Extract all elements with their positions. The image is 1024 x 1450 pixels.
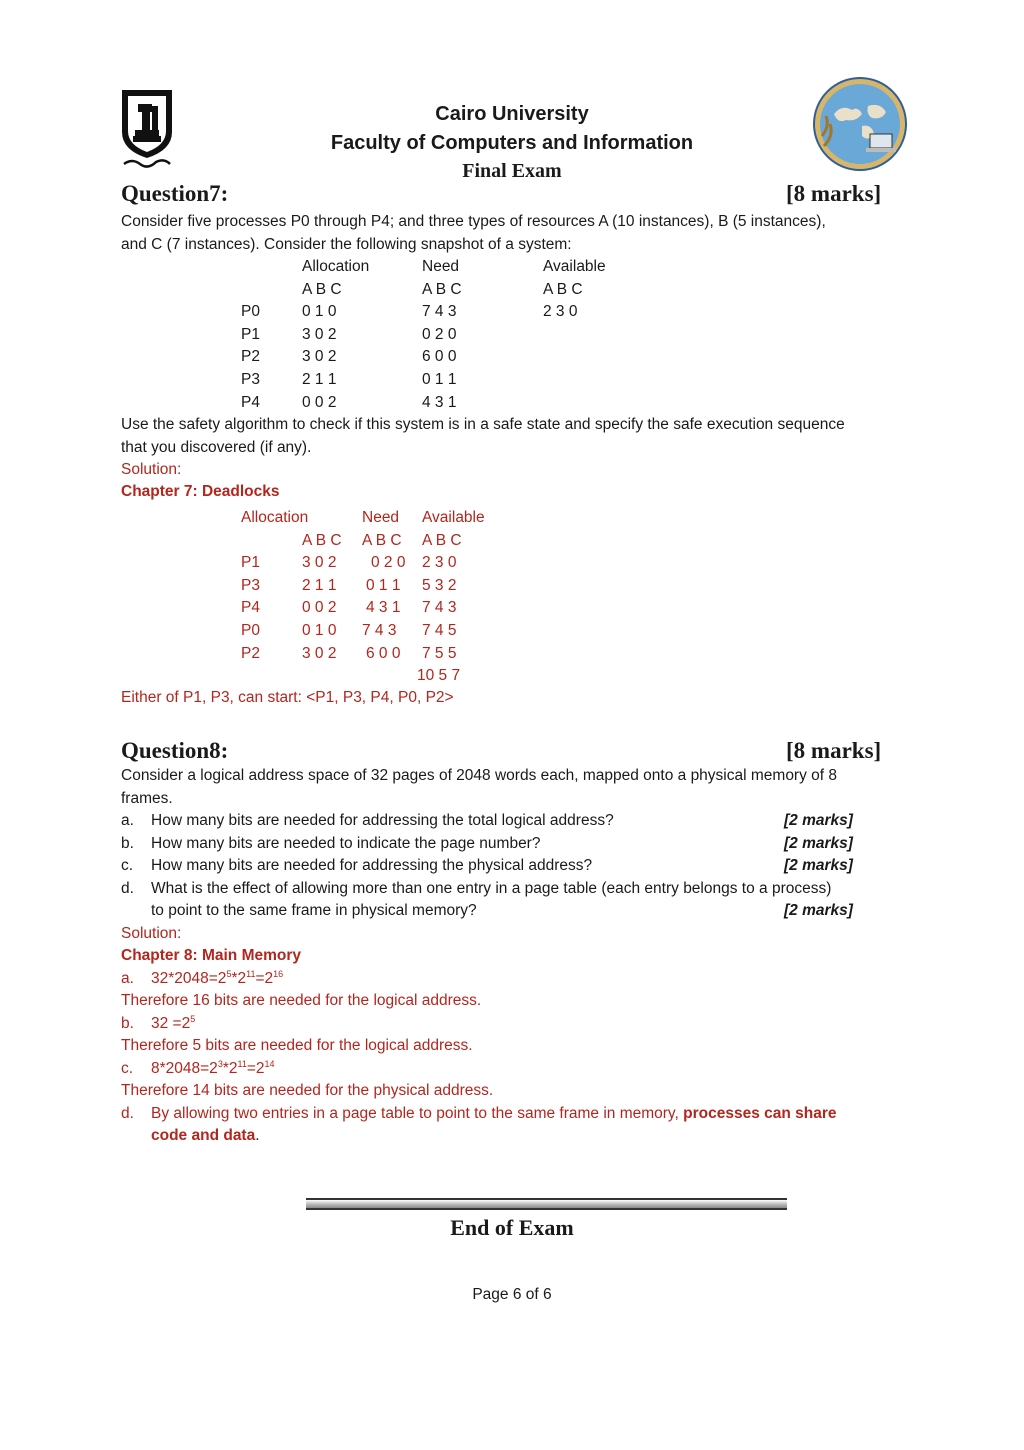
need-header: Need: [422, 258, 460, 275]
end-of-exam: End of Exam: [450, 1215, 574, 1240]
need-subheader: A B C: [422, 280, 462, 298]
list-item-marks: [2 marks]: [784, 835, 853, 852]
faculty-name: Faculty of Computers and Information: [330, 132, 694, 154]
list-item-marks: [2 marks]: [784, 902, 853, 919]
answer-d-text: By allowing two entries in a page table to point to the same frame in memory, processes can share: [151, 1105, 837, 1122]
q8-intro-line1: Consider a logical address space of 32 pages of 2048 words each, mapped onto a physical memory of 8: [121, 767, 838, 784]
q7-snapshot-table: [0, 256, 1024, 416]
table-row-alloc: 3 0 2: [302, 554, 337, 572]
table-row-need: 4 3 1: [422, 393, 457, 411]
list-item-marks: [2 marks]: [784, 812, 853, 829]
list-item-text-cont: to point to the same frame in physical memory?: [151, 902, 477, 919]
table-row-need: 0 2 0: [422, 325, 457, 343]
table-row-need: 6 0 0: [366, 644, 401, 662]
sol-allocation-header: Allocation: [241, 509, 309, 526]
q7-task-line1: Use the safety algorithm to check if this system is in a safe state and specify the safe execution sequence: [121, 416, 845, 433]
answer-c-letter: c.: [121, 1060, 134, 1077]
list-item-letter: b.: [121, 835, 134, 852]
table-row-process: P0: [241, 622, 260, 639]
table-row-alloc: 3 0 2: [302, 348, 337, 366]
list-item-text: How many bits are needed to indicate the page number?: [151, 835, 541, 852]
answer-c-result: Therefore 14 bits are needed for the physical address.: [121, 1082, 494, 1099]
table-row-avail: 2 3 0: [422, 554, 457, 572]
table-row-process: P0: [241, 303, 260, 321]
answer-c-formula: $8*2048=2^3*2^{11}=2^{14}$: [151, 1059, 275, 1077]
table-row-process: P1: [241, 325, 260, 343]
answer-a-formula: $32*2048=2^5*2^{11}=2^{16}$: [151, 969, 284, 987]
table-row-need: 0 2 0: [371, 554, 406, 572]
answer-d-text-cont: code and data.: [151, 1127, 260, 1144]
list-item-letter: d.: [121, 880, 134, 897]
page-number: Page 6 of 6: [472, 1286, 552, 1303]
table-row-process: P4: [241, 599, 260, 617]
q7-solution-label: Solution:: [121, 461, 182, 478]
q7-task-line2: that you discovered (if any).: [121, 439, 312, 456]
sol-need-subheader: A B C: [362, 531, 402, 549]
table-row-need: 4 3 1: [366, 599, 401, 617]
q7-chapter-heading: Chapter 7: Deadlocks: [121, 483, 280, 500]
list-item-text: How many bits are needed for addressing the physical address?: [151, 857, 593, 874]
list-item-letter: c.: [121, 857, 134, 874]
table-row-alloc: 0 0 2: [302, 599, 337, 617]
allocation-subheader: A B C: [302, 280, 342, 298]
sol-available-subheader: A B C: [422, 531, 462, 549]
exam-title: Final Exam: [462, 160, 562, 182]
q7-intro-line2: and C (7 instances). Consider the following snapshot of a system:: [121, 236, 572, 253]
q7-intro-line1: Consider five processes P0 through P4; and three types of resources A (10 instances), B (5 instances),: [121, 213, 826, 230]
q7-solution-table: [0, 507, 1024, 687]
table-row-process: P2: [241, 348, 260, 366]
list-item-letter: a.: [121, 812, 134, 829]
answer-b-formula: $32 =2^5$: [151, 1014, 196, 1032]
table-row-avail: 5 3 2: [422, 576, 457, 594]
table-row-alloc: 2 1 1: [302, 576, 337, 594]
question8-title: Question8:: [121, 738, 229, 763]
final-available: 10 5 7: [417, 667, 461, 685]
university-name: Cairo University: [435, 103, 589, 125]
table-row-avail: 7 5 5: [422, 644, 457, 662]
table-row-avail: 7 4 5: [422, 622, 457, 639]
table-row-need: 7 4 3: [362, 622, 397, 639]
list-item-marks: [2 marks]: [784, 857, 853, 874]
table-row-alloc: 0 1 0: [302, 622, 337, 639]
sol-need-header: Need: [362, 509, 400, 526]
answer-a-letter: a.: [121, 970, 134, 987]
table-row-alloc: 3 0 2: [302, 325, 337, 343]
q7-conclusion: Either of P1, P3, can start: <P1, P3, P4, P0, P2>: [121, 689, 454, 706]
question8-marks: [8 marks]: [786, 738, 882, 763]
table-row-process: P1: [241, 554, 260, 572]
table-row-alloc: 3 0 2: [302, 644, 337, 662]
table-row-alloc: 0 0 2: [302, 393, 337, 411]
table-row-process: P2: [241, 644, 260, 662]
table-row-process: P4: [241, 393, 260, 411]
sol-allocation-subheader: A B C: [302, 531, 342, 549]
table-row-avail: 2 3 0: [543, 303, 578, 321]
list-item-text: How many bits are needed for addressing the total logical address?: [151, 812, 614, 829]
question7-title: Question7:: [121, 181, 229, 206]
table-row-need: 7 4 3: [422, 303, 457, 321]
answer-b-letter: b.: [121, 1015, 134, 1032]
table-row-alloc: 0 1 0: [302, 303, 337, 321]
end-divider: [306, 1198, 787, 1210]
answer-b-result: Therefore 5 bits are needed for the logical address.: [121, 1037, 473, 1054]
question7-marks: [8 marks]: [786, 181, 882, 206]
table-row-need: 0 1 1: [366, 576, 401, 594]
answer-a-result: Therefore 16 bits are needed for the logical address.: [121, 992, 482, 1009]
table-row-avail: 7 4 3: [422, 599, 457, 617]
answer-d-letter: d.: [121, 1105, 134, 1122]
q8-solution-label: Solution:: [121, 925, 182, 942]
available-subheader: A B C: [543, 280, 583, 298]
table-row-process: P3: [241, 576, 260, 594]
table-row-need: 0 1 1: [422, 371, 457, 388]
sol-available-header: Available: [422, 509, 485, 526]
table-row-process: P3: [241, 371, 260, 388]
q8-chapter-heading: Chapter 8: Main Memory: [121, 947, 302, 964]
q8-intro-line2: frames.: [121, 790, 173, 807]
table-row-need: 6 0 0: [422, 348, 457, 366]
available-header: Available: [543, 258, 606, 275]
allocation-header: Allocation: [302, 258, 370, 275]
table-row-alloc: 2 1 1: [302, 371, 337, 388]
list-item-text: What is the effect of allowing more than one entry in a page table (each entry belongs to a process): [151, 880, 832, 897]
